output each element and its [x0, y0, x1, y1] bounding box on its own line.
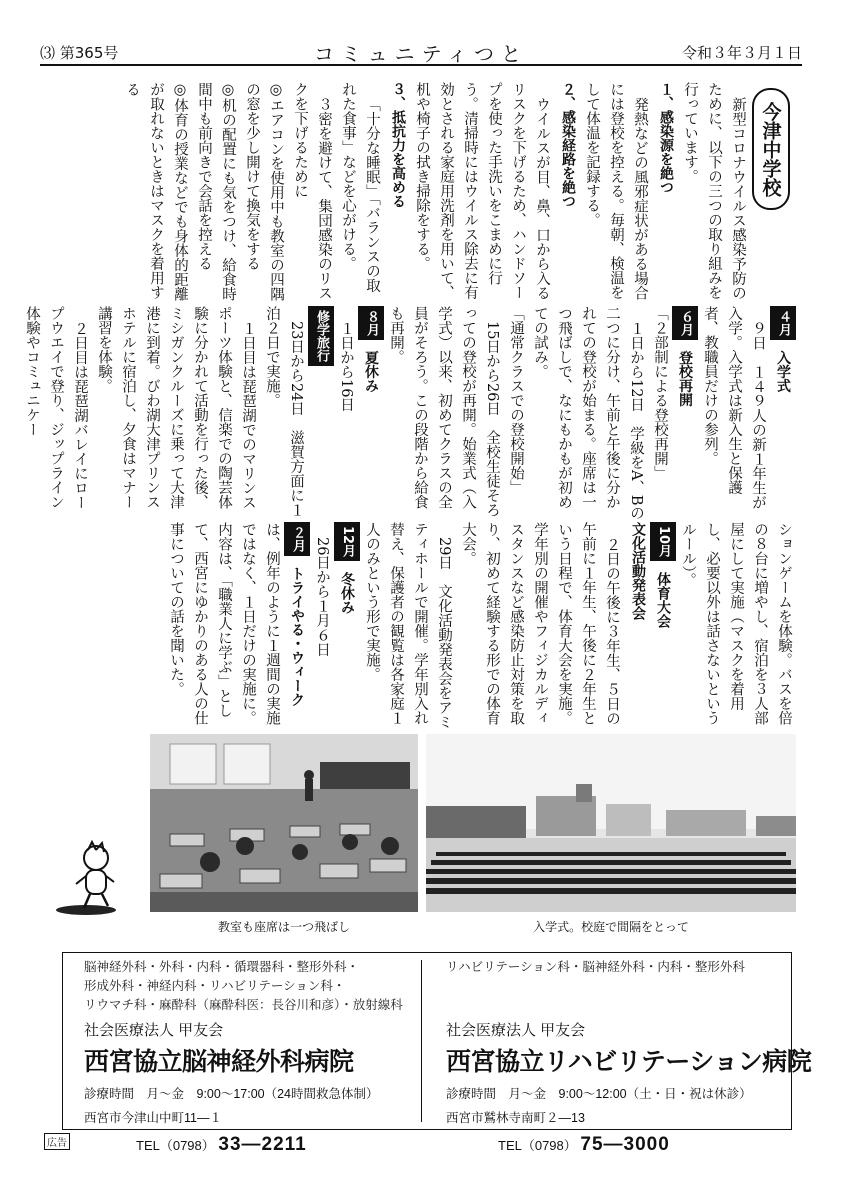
- trip-body-3: ２日目は琵琶湖バレイにロープウエイで登り、ジップライン体験やコミュニケー: [24, 306, 88, 509]
- intro-text: 新型コロナウイルス感染予防のために、以下の三つの取り組みを行っています。: [682, 82, 746, 300]
- measures-lead: ３密を避けて、集団感染のリスクを下げるために: [292, 82, 332, 300]
- august-month-tag: ８月: [358, 306, 384, 340]
- measure-ventilation: ◎エアコンを使用中も教室の四隅の窓を少し開けて換気をする: [244, 82, 284, 301]
- june-body-2: １日から12日 学級をA、Bの二つに分け、午前と午後に分かれての登校が始まる。座席は一つ飛ばしで、なにもかもが初めての試み。: [532, 306, 644, 520]
- trip-continuation: ションゲームを体験。バスを倍の８台に増やし、宿泊を３人部屋にして実施（マスクを着用し、必要以外は話さないというルール）。: [680, 522, 792, 725]
- april-month-tag: ４月: [770, 306, 796, 340]
- issue-date: 令和３年３月１日: [681, 44, 802, 62]
- ad-left-tel: [84, 1134, 414, 1156]
- ad-right-tel-number: 75―3000: [580, 1134, 670, 1155]
- february-title: トライやる・ウィーク: [289, 566, 305, 707]
- section-2-title: ２、感染経路を絶つ: [560, 82, 576, 208]
- advertisement-divider: [421, 960, 422, 1122]
- timeline-april-to-trip: [24, 306, 796, 520]
- trip-tag: 修学旅行: [308, 306, 334, 366]
- february-month-tag: ２月: [284, 522, 310, 556]
- april-title: 入学式: [775, 350, 791, 393]
- june-body-3: 「通常クラスでの登校開始」: [508, 306, 524, 495]
- classroom-photo-caption: 教室も座席は一つ飛ばし: [217, 920, 350, 934]
- section-1-body: 発熱などの風邪症状がある場合には登校を控える。毎朝、検温をして体温を記録する。: [584, 82, 648, 300]
- june-body-4: 15日から26日 全校生徒そろっての登校が再開。始業式（入学式）以来、初めてクラスの全員がそろう。この段階から給食も再開。: [388, 306, 500, 517]
- ad-left-dept-2: 形成外科・神経内科・リハビリテーション科・: [84, 979, 346, 993]
- page-header: [40, 38, 802, 66]
- february-body: は、例年のように１週間の実施ではなく、１日だけの実施に。内容は、「職業人に学ぶ」として、西宮にゆかりのある人の仕事についての話を聞いた。: [168, 522, 280, 725]
- classroom-photo: [150, 734, 418, 912]
- ad-label: 広告: [44, 1133, 70, 1150]
- ad-left-dept-1: 脳神経外科・外科・内科・循環器科・整形外科・: [84, 960, 360, 974]
- entrance-photo-caption: 入学式。校庭で間隔をとって: [533, 920, 689, 934]
- ad-left-hours: 診療時間 月〜金 9:00〜17:00（24時間救急体制）: [84, 1087, 379, 1101]
- trip-body-1: 23日から24日 滋賀方面に１泊２日で実施。: [264, 306, 304, 517]
- june-month-tag: ６月: [672, 306, 698, 340]
- measure-desk-layout: ◎机の配置にも気をつけ、給食時間中も前向きで会話を控える: [196, 82, 236, 301]
- issue-number: ⑶ 第365号: [40, 44, 119, 62]
- trip-body-2: １日目は琵琶湖でのマリンスポーツ体験と、信楽での陶芸体験に分かれて活動を行った後、ミシガンクルーズに乗って大津港に到着。びわ湖大津プリンスホテルに宿泊し、夕食はマナー講習を体験。: [96, 306, 256, 509]
- april-body: ９日 １４９人の新１年生が入学。入学式は新入生と保護者、教職員だけの参列。: [702, 306, 766, 509]
- section-1-title: １、感染源を絶つ: [658, 82, 674, 194]
- section-3-title: ３、抵抗力を高める: [390, 82, 406, 208]
- school-name-badge: 今津中学校: [752, 88, 790, 210]
- ad-right-tel-prefix: TEL（0798）: [498, 1138, 577, 1153]
- newsletter-title: コミュニティつと: [314, 42, 528, 66]
- ad-left-address: 西宮市今津山中町11―１: [84, 1111, 222, 1125]
- section-2-body: ウイルスが目、鼻、口から入るリスクを下げるため、ハンドソープを使った手洗いをこまめに行う。清掃時にはウイルス除去に有効とされる家庭用洗剤を用いて、机や椅子の拭き掃除をする。: [414, 82, 550, 300]
- october-body-1: ２日の午後に３年生、５日の午前に１年生、午後に２年生という日程で、体育大会を実施。学年別の開催やフィジカルディスタンスなど感染防止対策を取り、初めて経験する形での体育大会。: [460, 522, 620, 725]
- ad-left-tel-number: 33―2211: [218, 1134, 307, 1155]
- ad-neurosurgery-hospital: [84, 958, 414, 1156]
- measure-mask: ◎体育の授業などでも身体的距離が取れないときはマスクを着用する: [124, 82, 188, 301]
- ad-right-hours: 診療時間 月〜金 9:00〜12:00（土・日・祝は休診）: [446, 1087, 752, 1101]
- october-body-2: 29日 文化活動発表会をアミティホールで開催。学年別入れ替え、保護者の観覧は各家庭１人のみという形で実施。: [364, 522, 452, 729]
- mascot-illustration: [52, 838, 132, 918]
- ad-rehabilitation-hospital: [446, 958, 812, 1156]
- june-body-1: 「２部制による登校再開」: [652, 306, 668, 480]
- ad-left-hospital-name: 西宮協立脳神経外科病院: [84, 1048, 354, 1076]
- ad-left-dept-3: リウマチ科・麻酔科（麻酔科医：長谷川和彦）・放射線科: [84, 998, 403, 1012]
- ad-right-address: 西宮市鷲林寺南町２―13: [446, 1111, 585, 1125]
- timeline-trip-to-february: [60, 522, 796, 730]
- october-month-tag: 10月: [650, 522, 676, 561]
- august-body: １日から16日: [338, 320, 354, 412]
- section-3-body: 「十分な睡眠」「バランスの取れた食事」などを心がける。: [340, 82, 380, 293]
- december-title: 冬休み: [339, 571, 355, 614]
- ad-right-hospital-name: 西宮協立リハビリテーション病院: [446, 1048, 812, 1076]
- december-month-tag: 12月: [334, 522, 360, 561]
- october-title: 体育大会: [655, 571, 671, 628]
- august-title: 夏休み: [363, 350, 379, 393]
- ad-right-dept: リハビリテーション科・脳神経外科・内科・整形外科: [446, 960, 745, 974]
- ad-right-tel: [446, 1134, 786, 1156]
- october-subtitle: 文化活動発表会: [630, 522, 646, 620]
- ad-left-corp: 社会医療法人 甲友会: [84, 1022, 224, 1039]
- december-body: 26日から１月６日: [314, 536, 330, 657]
- article-infection-measures: [60, 82, 750, 304]
- entrance-ceremony-photo: [426, 734, 796, 912]
- ad-left-tel-prefix: TEL（0798）: [136, 1138, 215, 1153]
- june-title: 登校再開: [677, 350, 693, 407]
- ad-right-corp: 社会医療法人 甲友会: [446, 1022, 586, 1039]
